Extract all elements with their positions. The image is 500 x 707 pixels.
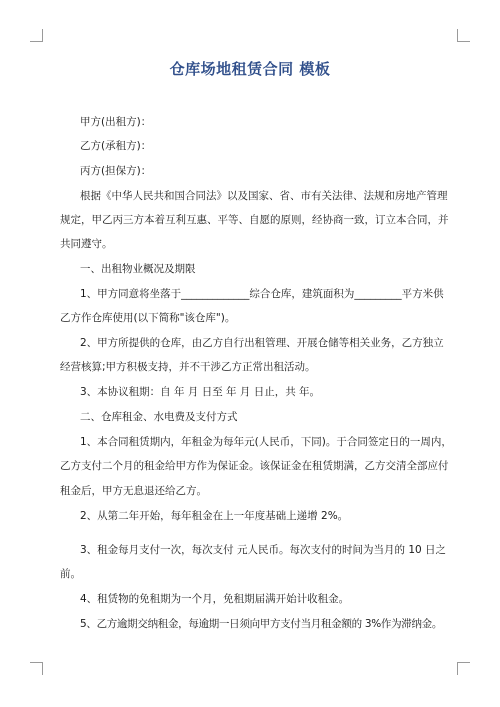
- crop-mark-top-left: [30, 29, 43, 42]
- party-a-line: 甲方(出租方)：: [80, 116, 152, 128]
- intro-line-2: 规定，甲乙丙三方本着互利互惠、平等、自愿的原则，经协商一致，订立本合同，并: [60, 214, 449, 226]
- section-1-item-1-line-1: 1、甲方同意将坐落于_____________综合仓库，建筑面积为_________平方米供: [80, 288, 444, 300]
- section-1-item-3: 3、本协议租期：自 年 月 日至 年 月 日止，共 年。: [80, 386, 321, 398]
- section-2-item-4: 4、租赁物的免租期为一个月，免租期届满开始计收租金。: [80, 593, 350, 605]
- crop-mark-bottom-left: [30, 662, 43, 675]
- section-1-heading: 一、出租物业概况及期限: [80, 263, 196, 275]
- section-2-item-1-line-1: 1、本合同租赁期内，年租金为每年元(人民币，下同)。于合同签定日的一周内，: [80, 436, 452, 448]
- section-2-item-5: 5、乙方逾期交纳租金，每逾期一日须向甲方支付当月租金额的 3%作为滞纳金。: [80, 618, 443, 630]
- section-1-item-2-line-2: 经营核算;甲方积极支持，并不干涉乙方正常出租活动。: [60, 361, 316, 373]
- section-2-item-3-line-2: 前。: [60, 568, 81, 580]
- section-2-item-3-line-1: 3、租金每月支付一次，每次支付 元人民币。每次支付的时间为当月的 10 日之: [80, 544, 447, 556]
- party-b-line: 乙方(承租方)：: [80, 140, 152, 152]
- crop-mark-bottom-right: [457, 662, 470, 675]
- crop-mark-top-right: [457, 29, 470, 42]
- section-2-item-1-line-3: 租金后，甲方无息退还给乙方。: [60, 485, 207, 497]
- section-2-item-1-line-2: 乙方支付二个月的租金给甲方作为保证金。该保证金在租赁期满，乙方交清全部应付: [60, 460, 449, 472]
- intro-line-1: 根据《中华人民共和国合同法》以及国家、省、市有关法律、法规和房地产管理: [80, 190, 448, 202]
- section-2-item-2: 2、从第二年开始，每年租金在上一年度基础上递增 2%。: [80, 510, 349, 522]
- intro-line-3: 共同遵守。: [60, 238, 113, 250]
- party-c-line: 丙方(担保方)：: [80, 165, 152, 177]
- document-title: 仓库场地租赁合同 模板: [169, 60, 331, 78]
- section-1-item-2-line-1: 2、甲方所提供的仓库，由乙方自行出租管理、开展仓储等相关业务，乙方独立: [80, 337, 444, 349]
- section-1-item-1-line-2: 乙方作仓库使用(以下简称"该仓库")。: [60, 312, 236, 324]
- section-2-heading: 二、仓库租金、水电费及支付方式: [80, 411, 238, 423]
